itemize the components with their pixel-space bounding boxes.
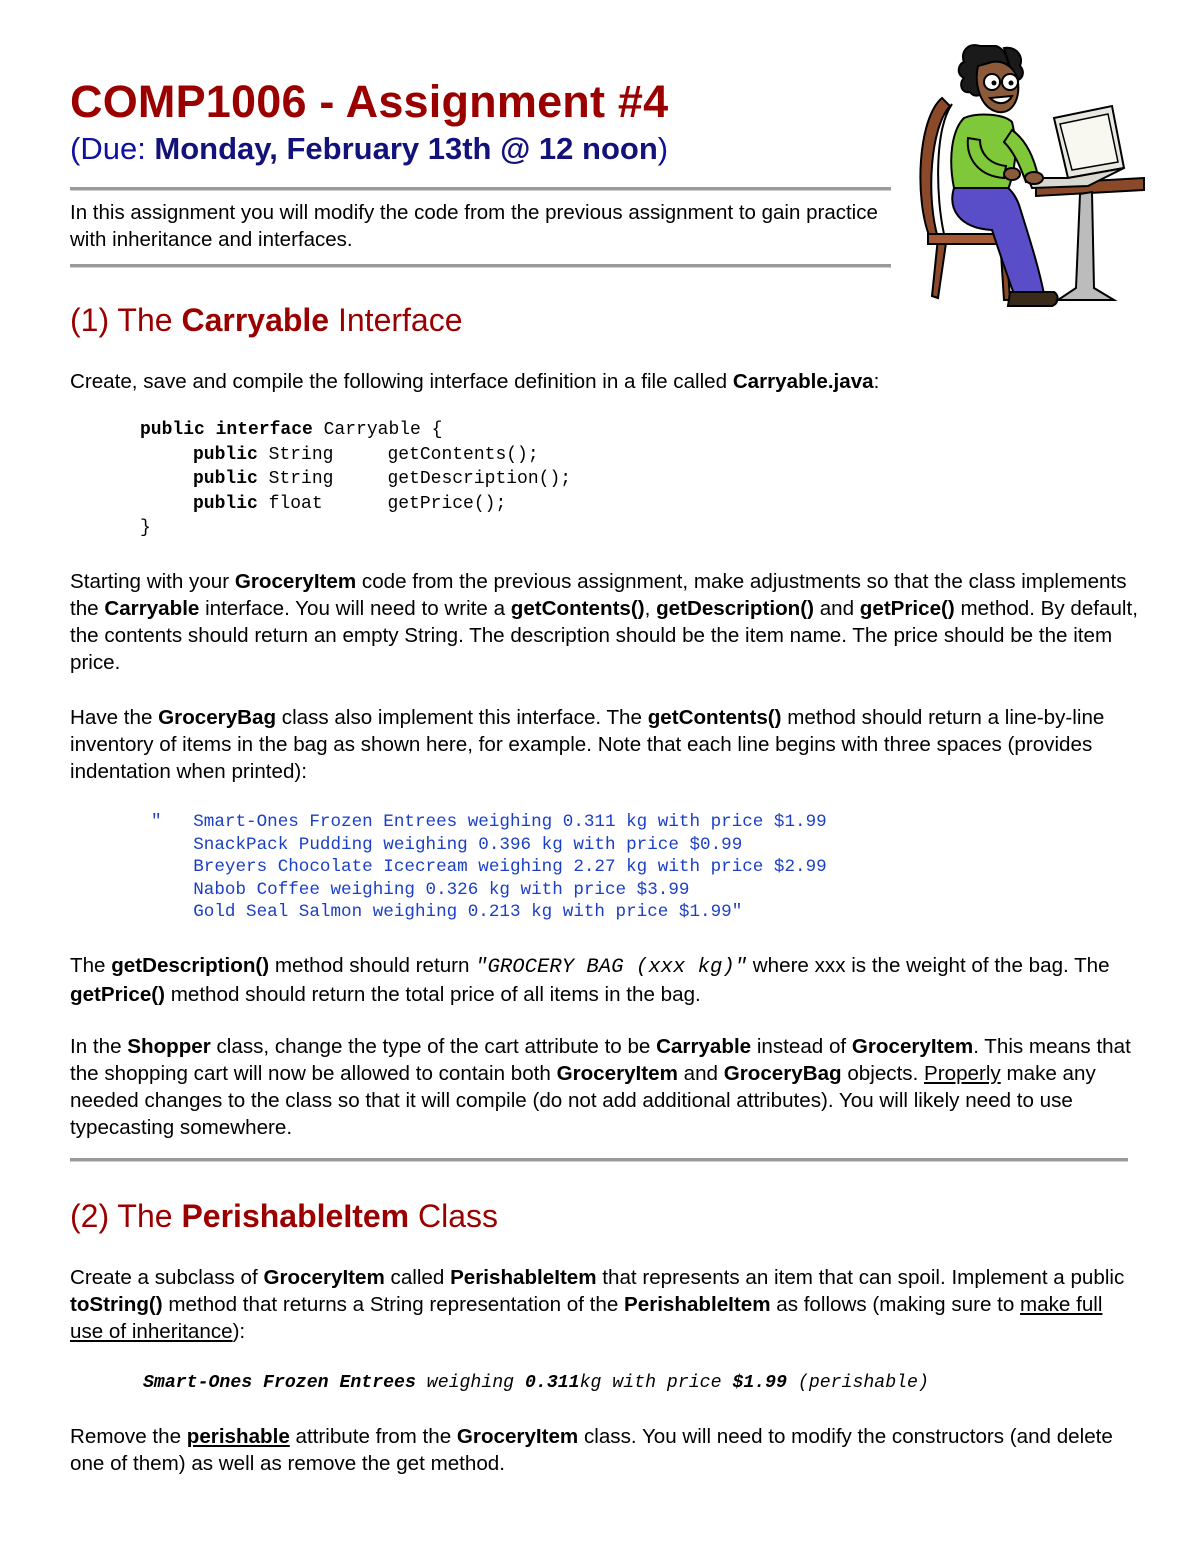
section1-paragraph-5: In the Shopper class, change the type of the cart attribute to be Carryable instead of GroceryItem. This means that the shopping cart will now be allowed to contain both GroceryItem and GroceryBag objects. Properly make any needed changes to the class so that it will compile (do not add additional attributes). You will likely need to use typecasting somewhere. <box>70 1035 1131 1139</box>
description-format: "GROCERY BAG (xxx kg)" <box>475 956 748 979</box>
section2-heading: (2) The PerishableItem Class <box>70 1198 499 1234</box>
inventory-example <box>151 811 827 924</box>
inventory-line: Breyers Chocolate Icecream weighing 2.27 kg with price $2.99 <box>151 857 827 877</box>
divider-intro <box>70 264 891 268</box>
section1-paragraph-4: The getDescription() method should return "GROCERY BAG (xxx kg)" where xxx is the weight of the bag. The getPrice() method should return the total price of all items in the bag. <box>70 954 1110 1006</box>
inventory-line: Nabob Coffee weighing 0.326 kg with price $3.99 <box>151 879 690 900</box>
section1-heading: (1) The Carryable Interface <box>70 302 463 338</box>
intro-paragraph: In this assignment you will modify the code from the previous assignment to gain practice with inheritance and interfaces. <box>70 201 878 251</box>
interface-code-block: public interface Carryable { public String getContents(); public String getDescription(); public float getPrice(); } <box>140 420 572 538</box>
section2-paragraph-2: Remove the perishable attribute from the GroceryItem class. You will need to modify the constructors (and delete one of them) as well as remove the get method. <box>70 1425 1113 1475</box>
inventory-line: " Smart-Ones Frozen Entrees weighing 0.311 kg with price $1.99 <box>151 812 827 832</box>
due-date-line: (Due: Monday, February 13th @ 12 noon) <box>70 131 669 166</box>
due-date: Monday, February 13th @ 12 noon <box>154 131 658 166</box>
tostring-example: Smart-Ones Frozen Entrees weighing 0.311kg with price $1.99 (perishable) <box>143 1373 929 1393</box>
inventory-line: SnackPack Pudding weighing 0.396 kg with price $0.99 <box>151 834 743 855</box>
section1-paragraph-3: Have the GroceryBag class also implement this interface. The getContents() method should return a line-by-line inventory of items in the bag as shown here, for example. Note that each line begins with three spaces (provides indentation when printed): <box>70 706 1105 783</box>
page-title: COMP1006 - Assignment #4 <box>70 76 669 127</box>
divider-top <box>70 187 891 191</box>
section1-paragraph-2: Starting with your GroceryItem code from the previous assignment, make adjustments so that the class implements the Carryable interface. You will need to write a getContents(), getDescription() and getPrice() method. By default, the contents should return an empty String. The description should be the item name. The price should be the item price. <box>70 570 1138 674</box>
divider-section2 <box>70 1158 1128 1162</box>
section2-paragraph-1: Create a subclass of GroceryItem called PerishableItem that represents an item that can spoil. Implement a public toString() method that returns a String representation of the PerishableItem as follows (making sure to make full use of inheritance): <box>70 1266 1125 1343</box>
section1-paragraph-1: Create, save and compile the following interface definition in a file called Carryable.java: <box>70 370 880 393</box>
inventory-line: Gold Seal Salmon weighing 0.213 kg with price $1.99" <box>151 902 743 922</box>
student-laptop-illustration <box>908 38 1148 310</box>
